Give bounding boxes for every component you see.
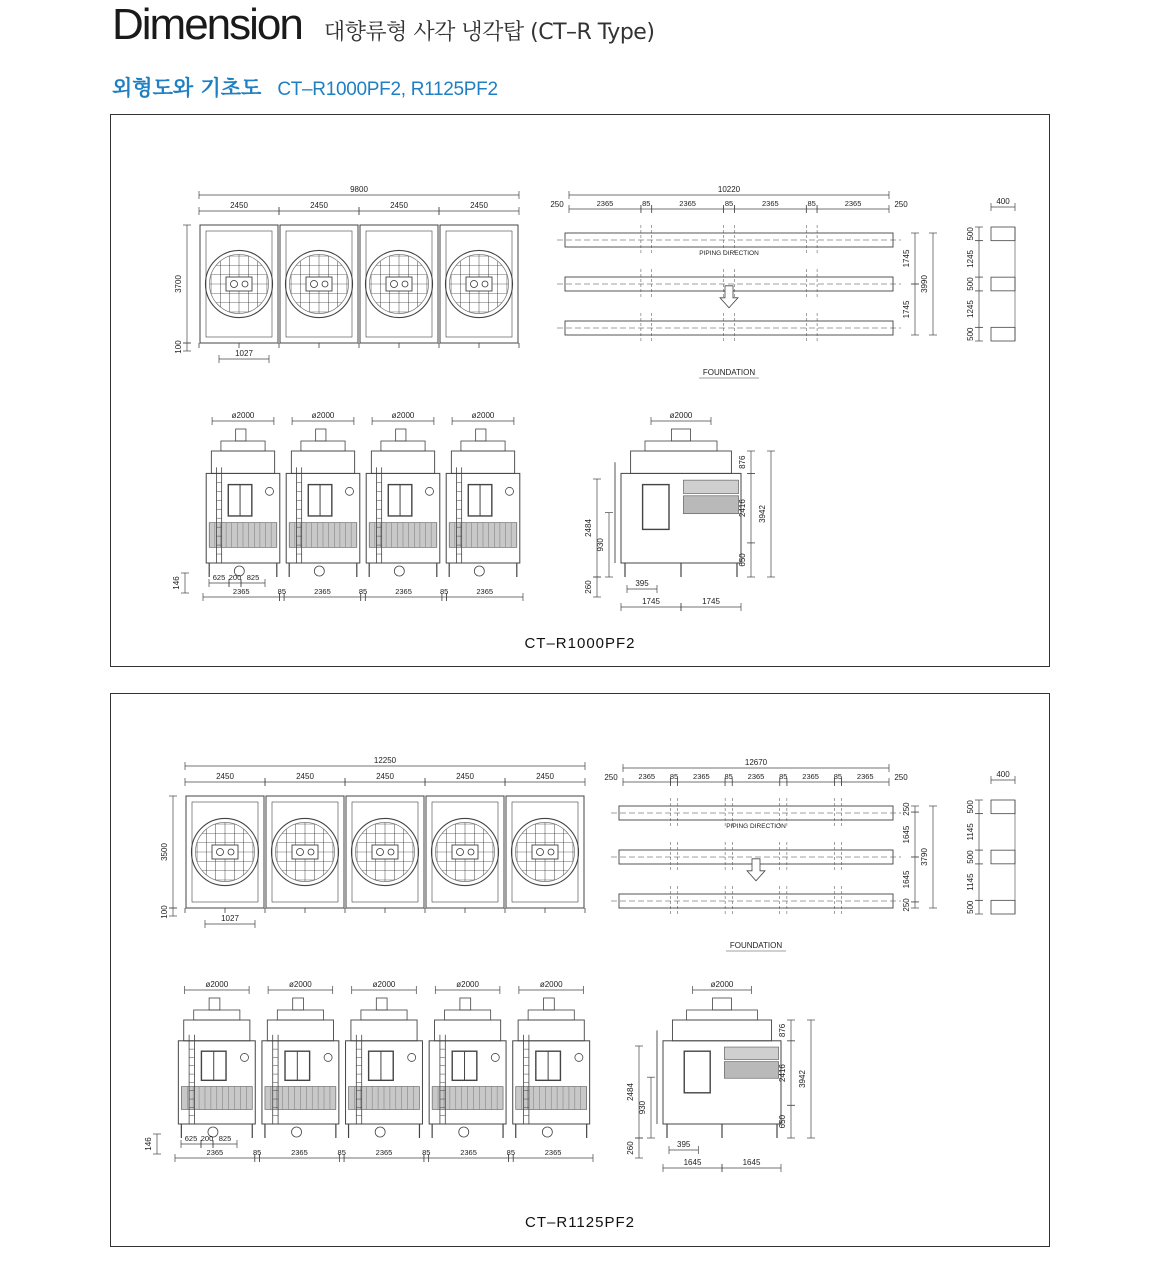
drawing-caption: CT–R1000PF2 (524, 635, 636, 652)
drawing-rect (528, 1010, 574, 1020)
drawing-rect (631, 451, 732, 473)
dimension-label: 2365 (395, 587, 412, 596)
drawing-rect (301, 441, 345, 451)
dimension-label: 2365 (762, 199, 779, 208)
dimension-label: 395 (635, 579, 649, 588)
dimension-label: 2365 (544, 1148, 562, 1157)
fill-media (683, 496, 738, 514)
drawing-rect (451, 451, 514, 473)
nozzle (505, 487, 513, 495)
drawing-rect (267, 1020, 333, 1041)
dimension-label: 2450 (390, 201, 408, 210)
nozzle (491, 1053, 499, 1061)
dimension-label: 2365 (638, 772, 656, 781)
dimension-label: 146 (144, 1137, 153, 1151)
fill-media (683, 480, 738, 493)
dimension-label: 2450 (296, 772, 314, 781)
page-subtitle: 대향류형 사각 냉각탑 (CT–R Type) (323, 20, 655, 45)
dimension-label: 625 (212, 573, 226, 582)
drain (375, 1127, 385, 1137)
dimension-label: 625 (184, 1134, 198, 1143)
drain (459, 1127, 469, 1137)
dimension-label: 3700 (174, 275, 183, 293)
drawing-rect (351, 1020, 417, 1041)
dimension-label: 85 (337, 1148, 346, 1157)
dimension-label: 85 (807, 199, 816, 208)
dimension-label: 1027 (221, 914, 239, 923)
drawing-rect (435, 1020, 501, 1041)
dimension-label: 2365 (314, 587, 331, 596)
dimension-label: 1245 (966, 250, 975, 268)
piping-direction-label: PIPING DIRECTION (726, 823, 786, 830)
dimension-label: 2450 (230, 201, 248, 210)
drawing-rect (687, 1010, 758, 1020)
dimension-label: 1745 (702, 597, 720, 606)
dimension-label: 85 (642, 199, 651, 208)
dimension-label: 2450 (470, 201, 488, 210)
dimension-label: 2450 (536, 772, 554, 781)
dimension-label: 1645 (902, 825, 911, 844)
dimension-label: 1645 (902, 870, 911, 889)
page-title: Dimension (112, 0, 302, 49)
technical-drawing (111, 694, 1049, 1246)
drawing-rect (194, 1010, 240, 1020)
dimension-label: 2365 (844, 199, 862, 208)
dimension-label: 3942 (758, 505, 767, 523)
dimension-label: 2365 (476, 587, 494, 596)
dimension-label: 500 (966, 850, 975, 864)
dimension-label: 1745 (902, 249, 911, 268)
dimension-label: 876 (778, 1023, 787, 1038)
fill-media (724, 1047, 778, 1059)
dimension-label: 500 (966, 277, 975, 291)
dimension-label: ø2000 (205, 980, 229, 989)
dimension-label: ø2000 (710, 980, 734, 989)
piping-arrow (747, 859, 765, 881)
drain (474, 566, 484, 576)
dimension-label: 2484 (584, 519, 593, 537)
drain (314, 566, 324, 576)
drawing-rect (518, 1020, 584, 1041)
dimension-label: 400 (996, 197, 1010, 206)
nozzle (345, 487, 353, 495)
dimension-label: 400 (996, 770, 1010, 779)
dimension-label: 85 (724, 772, 733, 781)
dimension-label: 930 (638, 1100, 647, 1115)
section-models: CT–R1000PF2, R1125PF2 (277, 79, 498, 100)
drawing-rect (645, 441, 717, 451)
dimension-label: 3942 (798, 1070, 807, 1088)
dimension-label: 1645 (683, 1158, 702, 1167)
foundation-label: FOUNDATION (729, 941, 783, 950)
nozzle (324, 1053, 332, 1061)
dimension-label: ø2000 (311, 411, 335, 420)
dimension-label: ø2000 (289, 980, 312, 989)
dimension-label: 2450 (216, 772, 234, 781)
dimension-label: 12670 (744, 758, 768, 767)
dimension-label: 500 (966, 327, 975, 341)
dimension-label: 2365 (375, 1148, 393, 1157)
dimension-label: 2365 (693, 772, 710, 781)
dimension-label: 85 (439, 587, 449, 596)
dimension-label: ø2000 (456, 980, 479, 989)
dimension-label: 2365 (206, 1148, 224, 1157)
dimension-label: 500 (966, 800, 975, 814)
dimension-label: 250 (894, 773, 908, 782)
drawing-rect (376, 998, 387, 1010)
dimension-label: ø2000 (669, 411, 693, 420)
dimension-label: 85 (833, 772, 843, 781)
drawing-rect (991, 277, 1015, 291)
dimension-label: 825 (218, 1134, 232, 1143)
section-heading (112, 72, 498, 102)
drawing-rect (211, 451, 274, 473)
dimension-label: 2450 (310, 201, 328, 210)
drawing-rect (316, 429, 326, 441)
dimension-label: 85 (506, 1148, 516, 1157)
dimension-label: 12250 (373, 756, 397, 765)
dimension-label: 1245 (966, 300, 975, 318)
drawing-rect (371, 451, 434, 473)
dimension-label: 200 (200, 1134, 214, 1143)
drawing-rect (684, 1051, 710, 1093)
drain (292, 1127, 302, 1137)
dimension-label: 2365 (596, 199, 614, 208)
dimension-label: ø2000 (471, 411, 495, 420)
drawing-rect (460, 998, 471, 1010)
drawing-rect (445, 1010, 491, 1020)
dimension-label: 876 (738, 455, 747, 469)
dimension-label: 500 (966, 227, 975, 241)
dimension-label: 3790 (920, 848, 929, 866)
drawing-rect (361, 1010, 407, 1020)
dimension-label: 2365 (460, 1148, 477, 1157)
foundation-label: FOUNDATION (702, 368, 756, 377)
dimension-label: 2416 (778, 1064, 787, 1082)
dimension-label: 2365 (291, 1148, 308, 1157)
drawing-rect (476, 429, 486, 441)
dimension-label: 85 (779, 772, 788, 781)
nozzle (265, 487, 273, 495)
dimension-label: 3990 (920, 275, 929, 293)
dimension-label: 2365 (747, 772, 765, 781)
nozzle (408, 1053, 416, 1061)
dimension-label: 2365 (232, 587, 250, 596)
drawing-panel-ct-r1000pf2 (110, 114, 1050, 667)
fill-media (724, 1062, 778, 1079)
dimension-label: 1645 (742, 1158, 761, 1167)
dimension-label: ø2000 (231, 411, 255, 420)
dimension-label: 10220 (717, 185, 741, 194)
dimension-label: ø2000 (372, 980, 396, 989)
dimension-label: 85 (669, 772, 679, 781)
dimension-label: 1027 (235, 349, 253, 358)
drawing-panel-ct-r1125pf2 (110, 693, 1050, 1247)
dimension-label: 500 (966, 900, 975, 914)
drawing-rect (713, 998, 732, 1010)
technical-drawing (111, 115, 1049, 666)
dimension-label: 250 (902, 898, 911, 912)
dimension-label: 650 (738, 553, 747, 567)
dimension-label: 146 (172, 576, 181, 590)
drawing-rect (643, 485, 669, 530)
dimension-label: 2365 (802, 772, 819, 781)
dimension-label: 1745 (642, 597, 660, 606)
drawing-rect (277, 1010, 323, 1020)
dimension-label: 260 (584, 580, 593, 594)
dimension-label: 2484 (626, 1083, 635, 1101)
piping-arrow (720, 286, 738, 308)
dimension-label: 85 (422, 1148, 431, 1157)
dimension-label: 930 (596, 538, 605, 552)
dimension-label: 1745 (902, 300, 911, 319)
drawing-rect (236, 429, 246, 441)
drawing-rect (991, 850, 1015, 864)
dimension-label: 1145 (966, 823, 975, 841)
dimension-label: 2416 (738, 499, 747, 518)
dimension-label: 200 (228, 573, 242, 582)
dimension-label: 100 (160, 905, 169, 919)
dimension-label: 100 (174, 340, 183, 354)
dimension-label: ø2000 (391, 411, 415, 420)
section-heading-label: 외형도와 기초도 (112, 76, 262, 100)
drawing-rect (381, 441, 425, 451)
dimension-label: 9800 (350, 185, 368, 194)
dimension-label: 250 (902, 802, 911, 816)
drawing-rect (221, 441, 265, 451)
dimension-label: 825 (246, 573, 260, 582)
dimension-label: ø2000 (539, 980, 563, 989)
dimension-label: 85 (252, 1148, 262, 1157)
dimension-label: 650 (778, 1114, 787, 1129)
dimension-label: 250 (604, 773, 618, 782)
drawing-caption: CT–R1125PF2 (525, 1214, 635, 1231)
dimension-label: 260 (626, 1141, 635, 1155)
dimension-label: 1145 (966, 873, 975, 891)
nozzle (240, 1053, 248, 1061)
drawing-rect (396, 429, 406, 441)
drawing-rect (672, 1020, 771, 1041)
piping-direction-label: PIPING DIRECTION (699, 250, 759, 257)
dimension-label: 250 (894, 200, 908, 209)
page-header (112, 0, 654, 56)
dimension-label: 395 (677, 1140, 691, 1149)
drawing-rect (991, 327, 1015, 341)
drawing-rect (991, 800, 1015, 814)
dimension-label: 2365 (856, 772, 874, 781)
dimension-label: 85 (358, 587, 368, 596)
drawing-rect (461, 441, 505, 451)
drawing-rect (544, 998, 555, 1010)
drawing-rect (209, 998, 220, 1010)
dimension-label: 250 (550, 200, 564, 209)
dimension-label: 2450 (376, 772, 394, 781)
dimension-label: 2450 (456, 772, 474, 781)
dimension-label: 85 (724, 199, 734, 208)
dimension-label: 85 (277, 587, 287, 596)
dimension-label: 3500 (160, 843, 169, 861)
drawing-rect (293, 998, 304, 1010)
drain (394, 566, 404, 576)
drawing-rect (991, 227, 1015, 241)
drawing-rect (184, 1020, 250, 1041)
drain (542, 1127, 552, 1137)
drawing-rect (991, 900, 1015, 914)
drawing-rect (291, 451, 354, 473)
nozzle (425, 487, 433, 495)
nozzle (575, 1053, 583, 1061)
dimension-label: 2365 (679, 199, 696, 208)
drawing-rect (671, 429, 690, 441)
